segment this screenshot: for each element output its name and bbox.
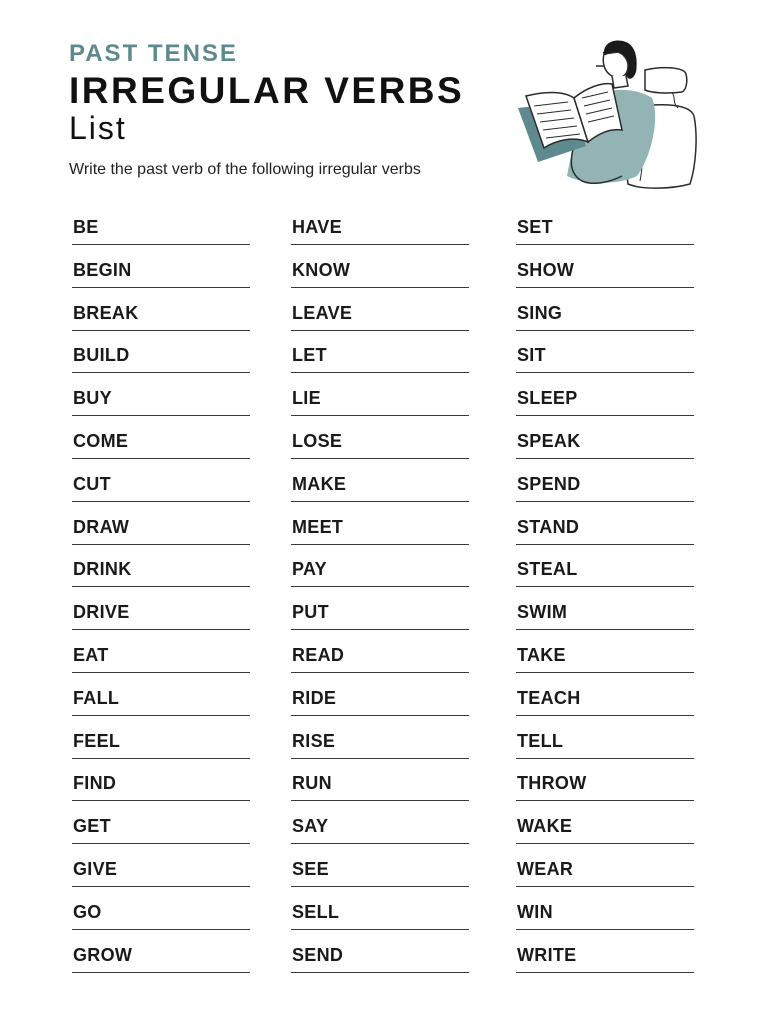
answer-line[interactable] [291,415,469,416]
answer-line[interactable] [291,544,469,545]
answer-line[interactable] [72,415,250,416]
verb-label: KNOW [292,259,351,280]
verb-label: SWIM [517,602,568,623]
verb-label: SEE [292,858,329,879]
verb-row [291,254,469,297]
verb-row [72,382,250,425]
verb-label: STEAL [517,559,578,580]
verb-label: BREAK [73,302,139,323]
answer-line[interactable] [291,800,469,801]
verb-row [291,896,469,939]
answer-line[interactable] [72,501,250,502]
verb-row [516,339,694,382]
verb-label: SPEAK [517,430,581,451]
answer-line[interactable] [516,672,694,673]
verb-row [72,425,250,468]
answer-line[interactable] [291,372,469,373]
answer-line[interactable] [516,287,694,288]
verb-label: TAKE [517,644,566,665]
answer-line[interactable] [72,287,250,288]
answer-line[interactable] [516,415,694,416]
verb-label: MAKE [292,473,347,494]
answer-line[interactable] [72,244,250,245]
verb-label: GROW [73,944,133,965]
answer-line[interactable] [291,929,469,930]
verb-row [516,425,694,468]
verb-label: THROW [517,773,587,794]
answer-line[interactable] [291,672,469,673]
answer-line[interactable] [516,458,694,459]
verb-row [291,639,469,682]
verb-label: SIT [517,345,546,366]
verb-row [72,297,250,340]
answer-line[interactable] [72,843,250,844]
verb-label: WEAR [517,858,574,879]
verb-row [516,254,694,297]
verb-row [516,725,694,768]
verb-column-2 [291,211,469,981]
answer-line[interactable] [291,287,469,288]
verb-label: BEGIN [73,259,132,280]
verb-row [516,297,694,340]
verb-row [291,211,469,254]
answer-line[interactable] [291,715,469,716]
verb-column-3 [516,211,694,981]
answer-line[interactable] [516,629,694,630]
verb-label: SAY [292,816,329,837]
answer-line[interactable] [516,586,694,587]
verb-row [291,339,469,382]
answer-line[interactable] [291,244,469,245]
verb-row [516,382,694,425]
verb-label: GET [73,816,111,837]
answer-line[interactable] [291,586,469,587]
answer-line[interactable] [72,544,250,545]
answer-line[interactable] [72,886,250,887]
verb-row [516,511,694,554]
verb-label: RIDE [292,687,337,708]
answer-line[interactable] [72,586,250,587]
answer-line[interactable] [72,800,250,801]
answer-line[interactable] [291,501,469,502]
answer-line[interactable] [516,715,694,716]
eyebrow-heading: PAST TENSE [69,40,238,67]
verb-row [72,254,250,297]
verb-row [516,211,694,254]
verb-row [291,939,469,982]
instructions-text: Write the past verb of the following irregular verbs [69,161,421,178]
verb-row [516,682,694,725]
answer-line[interactable] [72,629,250,630]
answer-line[interactable] [72,372,250,373]
verb-row [516,553,694,596]
page-title: IRREGULAR VERBS [69,70,465,111]
verb-label: COME [73,430,129,451]
verb-label: CUT [73,473,111,494]
verb-row [291,553,469,596]
verb-label: BUILD [73,345,130,366]
verb-label: SHOW [517,259,575,280]
answer-line[interactable] [72,972,250,973]
verb-label: RISE [292,730,336,751]
verb-label: WIN [517,901,553,922]
verb-row [72,211,250,254]
answer-line[interactable] [291,758,469,759]
verb-row [72,639,250,682]
answer-line[interactable] [516,886,694,887]
verb-label: DRINK [73,559,132,580]
verb-label: PAY [292,559,327,580]
verb-label: GIVE [73,858,118,879]
verb-label: RUN [292,773,332,794]
verb-label: PUT [292,602,329,623]
verb-row [291,596,469,639]
verb-row [72,896,250,939]
answer-line[interactable] [516,330,694,331]
verb-label: BE [73,217,99,237]
answer-line[interactable] [72,672,250,673]
answer-line[interactable] [516,758,694,759]
verb-row [291,682,469,725]
verb-row [516,596,694,639]
answer-line[interactable] [72,929,250,930]
verb-label: TELL [517,730,564,751]
verb-row [291,468,469,511]
verb-label: LEAVE [292,302,353,323]
verb-label: EAT [73,644,109,665]
verb-label: SING [517,302,563,323]
verb-row [516,810,694,853]
answer-line[interactable] [516,501,694,502]
answer-line[interactable] [72,458,250,459]
verb-label: LOSE [292,430,343,451]
verb-label: DRAW [73,516,130,537]
verb-row [516,896,694,939]
reading-person-illustration [512,36,702,191]
verb-label: TEACH [517,687,581,708]
verb-label: SPEND [517,473,581,494]
verb-label: WAKE [517,816,573,837]
verb-row [72,468,250,511]
answer-line[interactable] [291,629,469,630]
verb-label: FIND [73,773,117,794]
verb-row [72,939,250,982]
verb-label: SET [517,217,553,237]
answer-line[interactable] [516,843,694,844]
verb-row [72,767,250,810]
answer-line[interactable] [72,330,250,331]
answer-line[interactable] [291,843,469,844]
verb-row [72,511,250,554]
verb-label: SLEEP [517,388,578,409]
verb-label: WRITE [517,944,577,965]
verb-label: FALL [73,687,120,708]
verb-label: DRIVE [73,602,130,623]
answer-line[interactable] [516,244,694,245]
verb-row [291,511,469,554]
verb-row [72,553,250,596]
verb-row [291,725,469,768]
verb-row [72,853,250,896]
verb-label: SEND [292,944,344,965]
verb-row [291,382,469,425]
verb-label: SELL [292,901,340,922]
verb-label: MEET [292,516,344,537]
verb-row [72,810,250,853]
verb-row [516,468,694,511]
answer-line[interactable] [516,544,694,545]
answer-line[interactable] [72,715,250,716]
verb-label: HAVE [292,217,342,237]
answer-line[interactable] [516,372,694,373]
answer-line[interactable] [516,929,694,930]
verb-column-1 [72,211,250,981]
verb-label: LIE [292,388,321,409]
page-subtitle: List [69,110,127,146]
verb-row [72,596,250,639]
answer-line[interactable] [516,972,694,973]
verb-row [516,767,694,810]
verb-row [516,939,694,982]
verb-row [72,682,250,725]
verb-label: BUY [73,388,112,409]
verb-label: LET [292,345,327,366]
answer-line[interactable] [291,330,469,331]
verb-label: STAND [517,516,580,537]
verb-row [516,639,694,682]
answer-line[interactable] [291,972,469,973]
answer-line[interactable] [516,800,694,801]
verb-row [291,297,469,340]
answer-line[interactable] [72,758,250,759]
verb-row [72,725,250,768]
verb-label: FEEL [73,730,121,751]
verb-label: GO [73,901,102,922]
verb-row [291,853,469,896]
verb-row [516,853,694,896]
answer-line[interactable] [291,886,469,887]
verb-row [72,339,250,382]
verb-row [291,767,469,810]
answer-line[interactable] [291,458,469,459]
verb-label: READ [292,644,345,665]
verb-row [291,810,469,853]
verb-row [291,425,469,468]
